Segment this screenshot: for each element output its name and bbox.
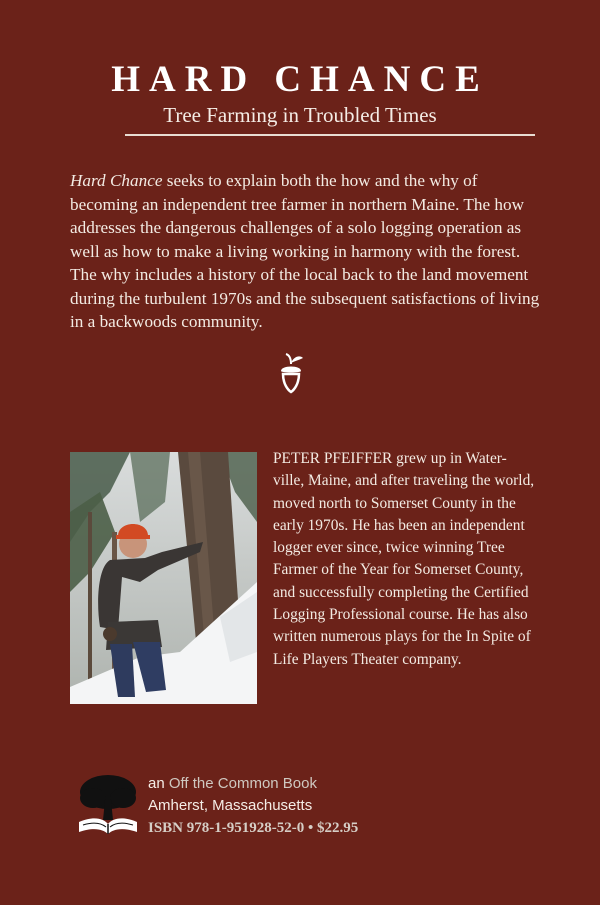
isbn-price: ISBN 978-1-951928-52-0 • $22.95 <box>148 820 359 836</box>
imprint-name: Off the Common Book <box>168 775 317 792</box>
author-bio: PETER PFEIFFER grew up in Water-ville, Maine, and after traveling the world, moved north to Somerset County in the early 1970s. He has been an independent logger ever since, twice winning Tree Farmer of the Year for Somerset County, and successfully completing the Certified Logging Professional course. He has also written numerous plays for the In Spite of Life Players Theater company. <box>273 450 535 668</box>
publisher-imprint-line <box>148 773 317 795</box>
author-photo <box>70 452 257 704</box>
publisher-info <box>148 773 317 817</box>
publisher-location: Amherst, Massachusetts <box>148 797 313 814</box>
blurb-text: seeks to explain both the how and the why of becoming an independent tree farmer in northern Maine. The how addresses the dangerous challenges of a solo logging operation as well as how to make a living working in harmony with the forest. The why includes a history of the local back to the land movement during the turbulent 1970s and the subsequent satisfactions of living in a backwoods community. <box>70 171 540 331</box>
book-blurb <box>70 169 540 334</box>
acorn-icon <box>276 350 306 394</box>
book-title: HARD CHANCE <box>111 59 489 100</box>
imprint-prefix: an <box>148 775 169 792</box>
book-subtitle: Tree Farming in Troubled Times <box>163 103 437 127</box>
title-divider <box>125 134 535 136</box>
tree-book-logo-icon <box>75 772 141 838</box>
blurb-book-title: Hard Chance <box>70 171 163 190</box>
